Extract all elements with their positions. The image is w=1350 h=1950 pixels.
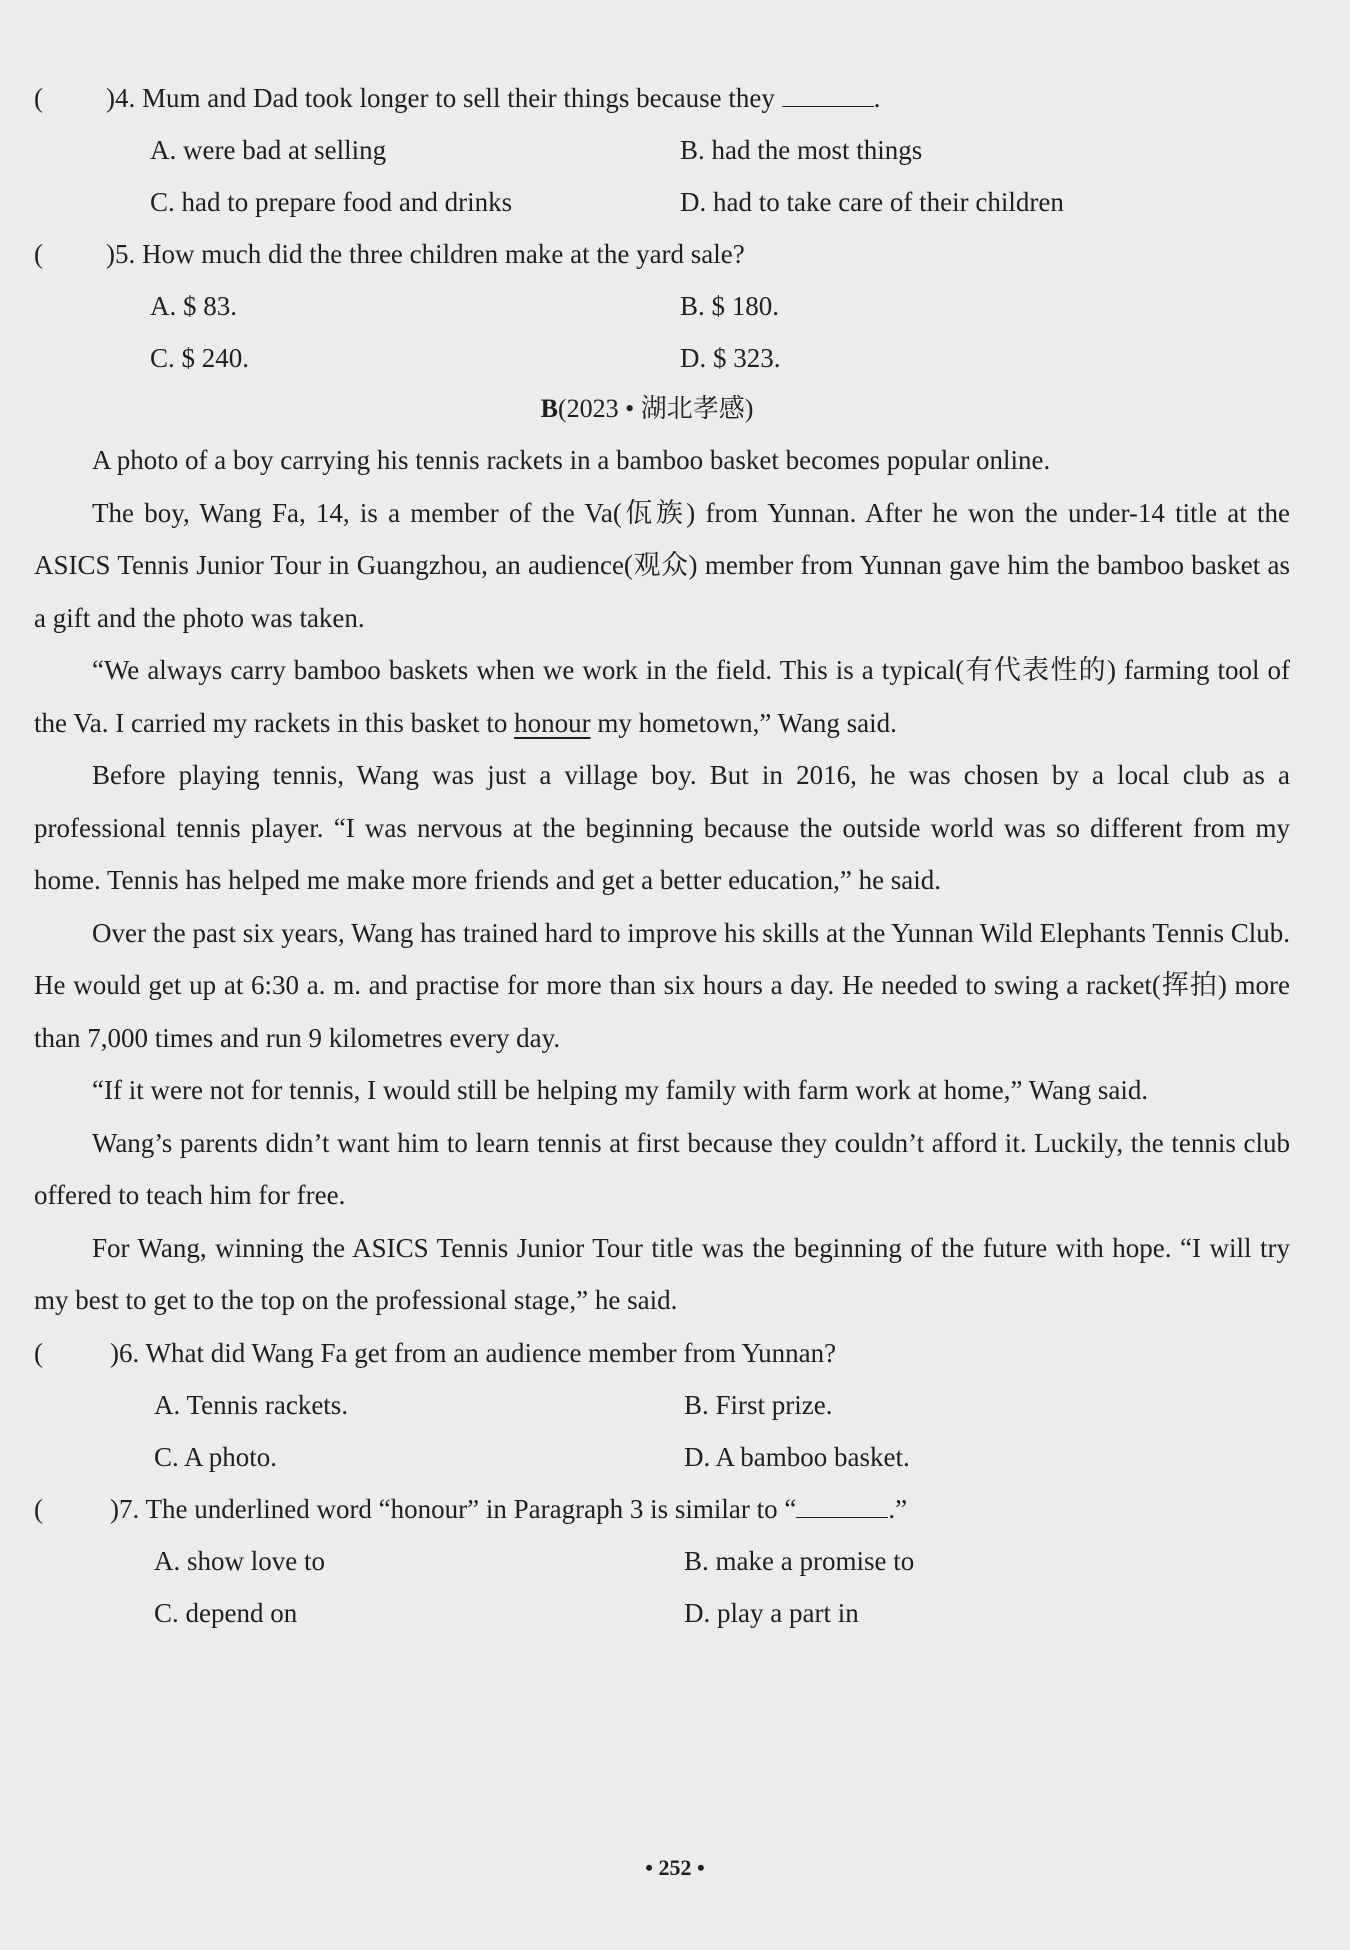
- option-c: C. $ 240.: [150, 343, 250, 373]
- option-c: C. depend on: [154, 1597, 298, 1628]
- option-a: A. Tennis rackets.: [154, 1389, 349, 1420]
- question-6-stem: [34, 1327, 1290, 1379]
- option-a: A. $ 83.: [150, 291, 237, 321]
- paragraph-8: For Wang, winning the ASICS Tennis Junior Tour title was the beginning of the future with hope. “I will try my best to get to the top on the professional stage,” he said.: [34, 1232, 1290, 1315]
- option-c: C. had to prepare food and drinks: [150, 187, 513, 217]
- question-5-options: [34, 280, 1290, 384]
- answer-blank: [796, 1495, 888, 1518]
- underlined-word: honour: [514, 707, 591, 738]
- option-d: D. play a part in: [684, 1597, 859, 1628]
- question-7-options: [34, 1535, 1290, 1639]
- question-7-text: )7. The underlined word “honour” in Paragraph 3 is similar to “: [110, 1493, 797, 1524]
- section-heading: [34, 384, 1290, 434]
- option-b: B. had the most things: [680, 135, 923, 165]
- question-7-end: .”: [888, 1493, 908, 1524]
- question-6: [34, 1327, 1290, 1483]
- answer-paren: (: [34, 1337, 43, 1368]
- paragraph-7: Wang’s parents didn’t want him to learn tennis at first because they couldn’t afford it. Luckily, the tennis club offered to teach him for free.: [34, 1127, 1290, 1210]
- answer-paren: (: [34, 1493, 43, 1524]
- option-c: C. A photo.: [154, 1441, 278, 1472]
- option-b: B. First prize.: [684, 1389, 833, 1420]
- section-letter: B: [540, 394, 558, 423]
- question-4-stem: [34, 72, 1290, 124]
- section-source: (2023 • 湖北孝感): [557, 394, 754, 423]
- question-4: [34, 72, 1290, 228]
- paragraph-5: Over the past six years, Wang has trained hard to improve his skills at the Yunnan Wild Elephants Tennis Club. He would get up at 6:30 a. m. and practise for more than six hours a day. He needed to swing a racket(挥拍) more than 7,000 times and run 9 kilometres every day.: [34, 917, 1290, 1053]
- answer-paren: (: [34, 83, 43, 113]
- answer-blank: [782, 84, 874, 107]
- option-d: D. had to take care of their children: [680, 187, 1064, 217]
- question-5-stem: [34, 228, 1290, 280]
- option-b: B. make a promise to: [684, 1545, 915, 1576]
- question-7: [34, 1483, 1290, 1639]
- paragraph-3-before: “We always carry bamboo baskets when we work in the field. This is a typical(有代表性的) farming tool of the Va. I carried my rackets in this basket to: [34, 655, 1290, 738]
- option-d: D. $ 323.: [680, 343, 781, 373]
- question-4-options: [34, 124, 1290, 228]
- option-b: B. $ 180.: [680, 291, 780, 321]
- paragraph-1: A photo of a boy carrying his tennis rackets in a bamboo basket becomes popular online.: [92, 445, 1051, 475]
- option-a: A. were bad at selling: [150, 135, 387, 165]
- page-number: • 252 •: [645, 1855, 705, 1880]
- paragraph-2: The boy, Wang Fa, 14, is a member of the Va(佤族) from Yunnan. After he won the under-14 title at the ASICS Tennis Junior Tour in Guangzhou, an audience(观众) member from Yunnan gave him the bamboo basket as a gift and the photo was taken.: [34, 497, 1290, 633]
- paragraph-6: “If it were not for tennis, I would still be helping my family with farm work at home,” Wang said.: [92, 1075, 1149, 1105]
- question-7-stem: [34, 1483, 1290, 1535]
- question-6-options: [34, 1379, 1290, 1483]
- question-4-text: )4. Mum and Dad took longer to sell their things because they: [106, 83, 782, 113]
- paragraph-3: [34, 644, 1290, 749]
- option-a: A. show love to: [154, 1545, 325, 1576]
- paragraph-3-after: my hometown,” Wang said.: [590, 707, 897, 738]
- question-4-end: .: [873, 83, 881, 113]
- answer-paren: (: [34, 239, 43, 269]
- question-5: [34, 228, 1290, 384]
- reading-passage: [34, 434, 1290, 1327]
- option-d: D. A bamboo basket.: [684, 1441, 910, 1472]
- question-6-text: )6. What did Wang Fa get from an audience member from Yunnan?: [110, 1337, 837, 1368]
- paragraph-4: Before playing tennis, Wang was just a village boy. But in 2016, he was chosen by a local club as a professional tennis player. “I was nervous at the beginning because the outside world was so different from my home. Tennis has helped me make more friends and get a better education,” he said.: [34, 760, 1290, 895]
- question-5-text: )5. How much did the three children make at the yard sale?: [106, 239, 745, 269]
